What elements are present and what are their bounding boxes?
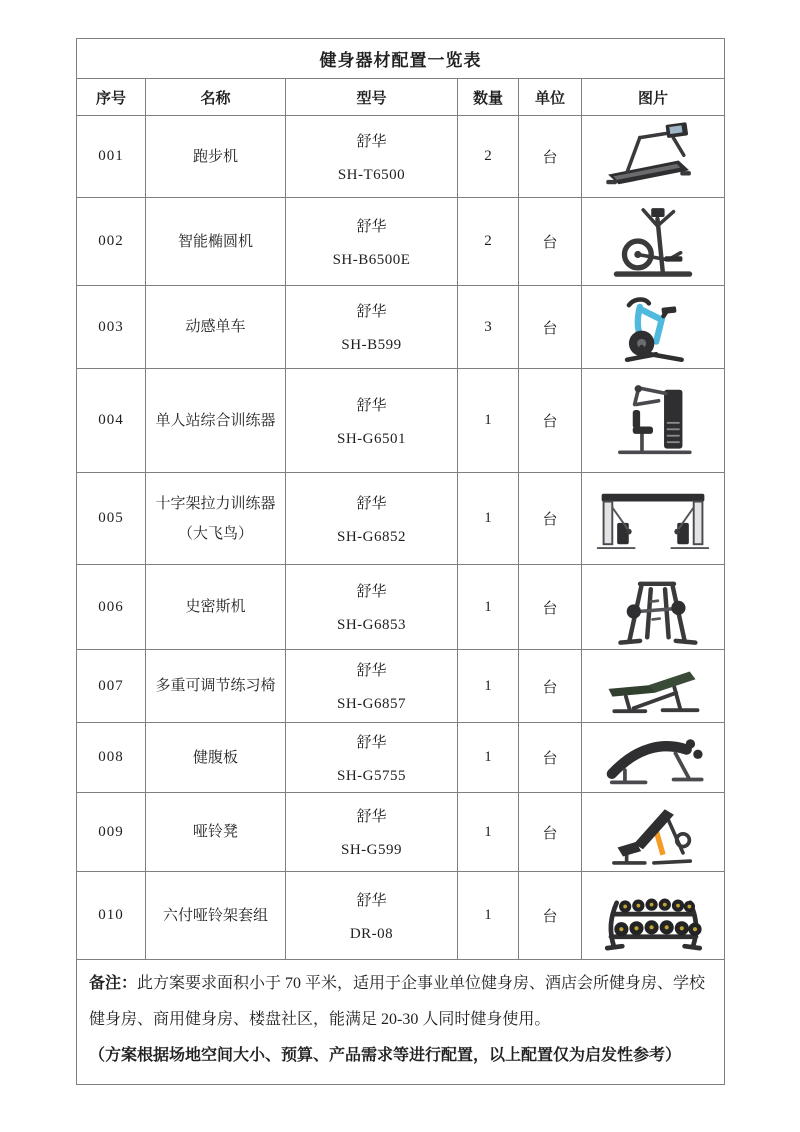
model-cell [286, 116, 458, 198]
page-title: 健身器材配置一览表 [77, 39, 725, 79]
brand-text: 舒华 [356, 397, 387, 414]
notes-body-text: 此方案要求面积小于 70 平米，适用于企事业单位健身房、酒店会所健身房、学校健身房、商用健身房、楼盘社区，能满足 20-30 人同时健身使用。 [89, 975, 706, 1028]
table-row [77, 650, 725, 723]
table-row [77, 116, 725, 198]
model-cell [286, 198, 458, 286]
adjustable-bench-image [595, 656, 711, 716]
unit-cell: 台 [519, 565, 582, 650]
name-cell: 健腹板 [146, 723, 286, 793]
model-text: SH-T6500 [337, 166, 406, 183]
brand-text: 舒华 [356, 495, 387, 512]
serial-cell: 004 [77, 369, 146, 473]
unit-cell: 台 [519, 198, 582, 286]
model-text: SH-G6852 [336, 528, 406, 545]
unit-cell: 台 [519, 872, 582, 960]
image-cell [582, 650, 725, 723]
table-row [77, 872, 725, 960]
image-cell [582, 793, 725, 872]
serial-cell: 005 [77, 473, 146, 565]
model-text: SH-G5755 [336, 767, 406, 784]
table-row [77, 793, 725, 872]
dumbbell-bench-image [603, 796, 703, 868]
qty-cell: 1 [458, 793, 519, 872]
qty-cell: 1 [458, 473, 519, 565]
serial-cell: 007 [77, 650, 146, 723]
model-text: SH-G599 [340, 842, 402, 858]
col-header-unit: 单位 [519, 79, 582, 116]
model-cell [286, 286, 458, 369]
equipment-table [76, 38, 725, 1085]
unit-cell: 台 [519, 473, 582, 565]
image-cell [582, 565, 725, 650]
qty-cell: 1 [458, 369, 519, 473]
name-cell: 智能椭圆机 [146, 198, 286, 286]
brand-text: 舒华 [356, 218, 387, 235]
qty-cell: 2 [458, 116, 519, 198]
model-cell [286, 650, 458, 723]
col-header-model: 型号 [286, 79, 458, 116]
table-row [77, 723, 725, 793]
unit-cell: 台 [519, 369, 582, 473]
table-row [77, 369, 725, 473]
serial-cell: 010 [77, 872, 146, 960]
serial-cell: 001 [77, 116, 146, 198]
model-text: SH-G6857 [336, 696, 406, 712]
serial-cell: 008 [77, 723, 146, 793]
unit-cell: 台 [519, 116, 582, 198]
model-cell [286, 565, 458, 650]
dumbbell-rack-image [594, 878, 712, 954]
model-text: SH-G6501 [336, 430, 406, 447]
col-header-no: 序号 [77, 79, 146, 116]
cable-crossover-image [590, 480, 716, 558]
table-row [77, 565, 725, 650]
brand-text: 舒华 [356, 663, 387, 679]
header-row [77, 79, 725, 116]
qty-cell: 1 [458, 872, 519, 960]
serial-cell: 003 [77, 286, 146, 369]
brand-text: 舒华 [356, 734, 387, 751]
notes-cell [77, 960, 725, 1085]
model-text: SH-B599 [341, 337, 402, 353]
serial-cell: 002 [77, 198, 146, 286]
unit-cell: 台 [519, 793, 582, 872]
brand-text: 舒华 [356, 809, 387, 825]
name-cell: 多重可调节练习椅 [146, 650, 286, 723]
model-cell [286, 872, 458, 960]
elliptical-image [603, 201, 703, 283]
qty-cell: 1 [458, 723, 519, 793]
notes-body [89, 966, 712, 1038]
serial-cell: 009 [77, 793, 146, 872]
model-text: SH-G6853 [336, 617, 406, 633]
image-cell [582, 723, 725, 793]
image-cell [582, 872, 725, 960]
model-cell [286, 369, 458, 473]
qty-cell: 1 [458, 565, 519, 650]
brand-text: 舒华 [356, 892, 387, 909]
table-row [77, 473, 725, 565]
image-cell [582, 473, 725, 565]
image-cell [582, 369, 725, 473]
name-cell: 六付哑铃架套组 [146, 872, 286, 960]
image-cell [582, 198, 725, 286]
model-cell [286, 473, 458, 565]
brand-text: 舒华 [356, 304, 387, 320]
brand-text: 舒华 [356, 584, 387, 600]
notes-disclaimer: （方案根据场地空间大小、预算、产品需求等进行配置，以上配置仅为启发性参考） [89, 1047, 682, 1064]
ab-board-image [596, 729, 710, 787]
col-header-qty: 数量 [458, 79, 519, 116]
qty-cell: 1 [458, 650, 519, 723]
col-header-image: 图片 [582, 79, 725, 116]
title-row [77, 39, 725, 79]
treadmill-image [592, 120, 714, 194]
equipment-configuration-document [76, 38, 724, 1085]
serial-cell: 006 [77, 565, 146, 650]
qty-cell: 2 [458, 198, 519, 286]
name-cell: 单人站综合训练器 [146, 369, 286, 473]
unit-cell: 台 [519, 723, 582, 793]
image-cell [582, 286, 725, 369]
notes-row [77, 960, 725, 1085]
table-row [77, 198, 725, 286]
name-cell: 跑步机 [146, 116, 286, 198]
home-gym-image [607, 375, 699, 467]
name-text: 十字架拉力训练器 [155, 495, 276, 512]
unit-cell: 台 [519, 286, 582, 369]
model-cell [286, 723, 458, 793]
table-row [77, 286, 725, 369]
name-cell [146, 473, 286, 565]
name-cell: 哑铃凳 [146, 793, 286, 872]
model-text: DR-08 [349, 925, 394, 942]
col-header-name: 名称 [146, 79, 286, 116]
spin-bike-image [604, 287, 702, 367]
name-cell: 动感单车 [146, 286, 286, 369]
smith-machine-image [604, 566, 702, 648]
brand-text: 舒华 [356, 133, 387, 150]
qty-cell: 3 [458, 286, 519, 369]
name-subtext: （大飞鸟） [177, 525, 253, 542]
unit-cell: 台 [519, 650, 582, 723]
notes-label: 备注： [89, 975, 138, 992]
model-cell [286, 793, 458, 872]
model-text: SH-B6500E [332, 251, 411, 268]
name-cell: 史密斯机 [146, 565, 286, 650]
image-cell [582, 116, 725, 198]
